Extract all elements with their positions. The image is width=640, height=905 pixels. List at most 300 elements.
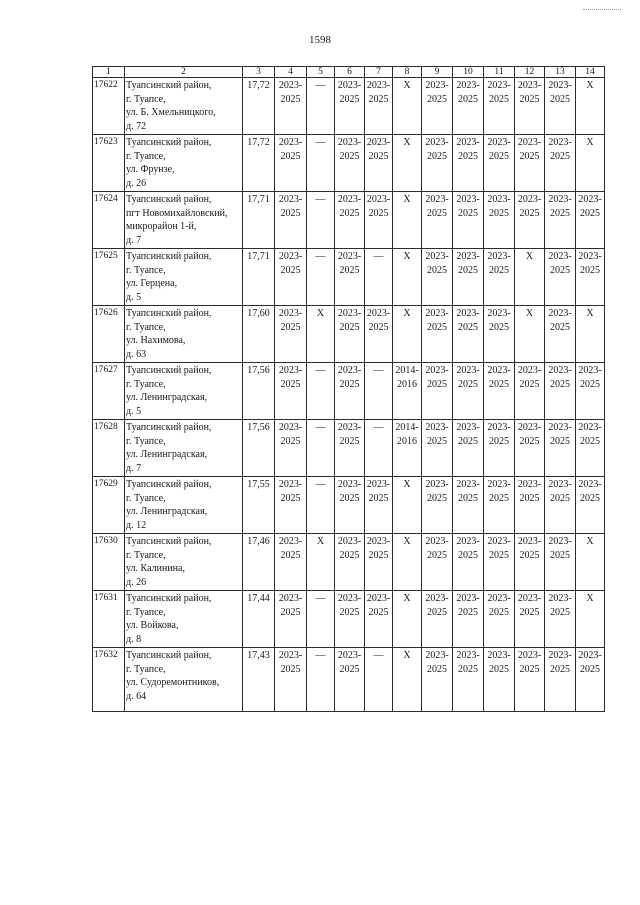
period-cell	[484, 249, 515, 306]
table-row	[93, 477, 605, 534]
period-text: X	[586, 536, 594, 547]
period-text: 2014-	[395, 365, 419, 376]
period-text: 2025	[339, 549, 360, 561]
period-text: 2023-	[548, 251, 572, 262]
period-text: 2023-	[517, 650, 542, 661]
period-cell	[365, 249, 393, 306]
period-cell	[422, 648, 453, 712]
period-text: 2023-	[278, 422, 303, 433]
period-text: 2025	[550, 150, 570, 162]
period-text: 2016	[397, 378, 417, 390]
period-text: 2025	[427, 492, 447, 504]
row-number-cell: 17631	[93, 591, 125, 648]
period-text: 2023-	[456, 194, 480, 205]
period-cell	[545, 249, 576, 306]
period-text: 2025	[339, 378, 360, 390]
period-text: 2025	[368, 321, 389, 333]
period-text: 2023-	[487, 137, 511, 148]
period-cell	[576, 135, 605, 192]
period-cell	[393, 306, 422, 363]
period-cell	[275, 477, 307, 534]
period-cell	[275, 78, 307, 135]
period-cell	[275, 192, 307, 249]
period-cell	[576, 648, 605, 712]
period-text: 2023-	[517, 194, 542, 205]
period-text: 2023-	[278, 251, 303, 262]
address-line: Туапсинский район,	[126, 365, 212, 376]
period-cell	[335, 591, 365, 648]
period-cell	[307, 534, 335, 591]
period-cell	[576, 534, 605, 591]
period-cell	[393, 192, 422, 249]
period-text: 2023-	[425, 479, 449, 490]
period-cell	[275, 249, 307, 306]
period-text: 2025	[427, 150, 447, 162]
period-cell	[422, 420, 453, 477]
period-text: 2025	[550, 492, 570, 504]
period-cell	[484, 648, 515, 712]
period-text: 2023-	[425, 194, 449, 205]
column-number-cell: 10	[453, 67, 484, 78]
value-cell: 17,72	[243, 135, 275, 192]
period-text: 2023-	[278, 365, 303, 376]
address-line: Туапсинский район,	[126, 536, 212, 547]
period-text: 2025	[489, 435, 509, 447]
period-text: 2025	[280, 492, 301, 504]
period-text: 2023-	[337, 308, 362, 319]
period-cell	[422, 363, 453, 420]
period-text: 2025	[458, 378, 478, 390]
period-text: 2025	[280, 549, 301, 561]
value-cell: 17,56	[243, 363, 275, 420]
period-cell	[453, 363, 484, 420]
period-text: 2025	[550, 264, 570, 276]
period-text: 2025	[427, 435, 447, 447]
period-text: 2025	[458, 549, 478, 561]
period-cell	[422, 477, 453, 534]
period-text: 2025	[339, 321, 360, 333]
period-cell	[335, 420, 365, 477]
column-number-cell: 1	[93, 67, 125, 78]
period-text: 2025	[339, 435, 360, 447]
address-line: ул. Герцена,	[126, 278, 178, 289]
period-cell	[307, 135, 335, 192]
period-text: 2025	[519, 150, 540, 162]
period-text: 2025	[427, 663, 447, 675]
period-text: 2023-	[278, 479, 303, 490]
row-number-cell: 17622	[93, 78, 125, 135]
period-text: 2023-	[278, 650, 303, 661]
value-cell: 17,71	[243, 249, 275, 306]
period-text: X	[586, 137, 594, 148]
column-number-cell: 4	[275, 67, 307, 78]
period-text: 2023-	[517, 80, 542, 91]
period-cell	[545, 306, 576, 363]
address-cell	[125, 534, 243, 591]
period-text: 2023-	[337, 650, 362, 661]
address-line: д. 5	[126, 405, 142, 417]
period-cell	[545, 192, 576, 249]
table-row	[93, 363, 605, 420]
period-text: —	[315, 251, 326, 262]
period-cell	[307, 477, 335, 534]
period-cell	[393, 363, 422, 420]
period-cell	[453, 249, 484, 306]
period-text: 2023-	[517, 422, 542, 433]
period-cell	[335, 192, 365, 249]
period-text: 2025	[368, 93, 389, 105]
period-cell	[545, 591, 576, 648]
period-text: 2025	[427, 378, 447, 390]
period-text: 2025	[458, 207, 478, 219]
period-cell	[335, 249, 365, 306]
period-text: 2025	[280, 207, 301, 219]
address-line: д. 26	[126, 576, 147, 588]
address-line: д. 63	[126, 348, 147, 360]
period-text: —	[373, 251, 384, 262]
period-text: 2023-	[456, 650, 480, 661]
period-text: 2025	[519, 606, 540, 618]
period-cell	[365, 135, 393, 192]
period-cell	[422, 135, 453, 192]
period-cell	[365, 591, 393, 648]
address-line: Туапсинский район,	[126, 80, 212, 91]
address-line: ул. Ленинградская,	[126, 392, 208, 403]
period-text: 2023-	[548, 593, 572, 604]
period-text: 2025	[519, 549, 540, 561]
period-text: 2025	[458, 93, 478, 105]
period-text: 2023-	[337, 536, 362, 547]
period-cell	[422, 534, 453, 591]
row-number-cell: 17624	[93, 192, 125, 249]
address-cell	[125, 648, 243, 712]
period-text: 2023-	[578, 422, 602, 433]
period-text: 2023-	[366, 137, 391, 148]
period-text: 2023-	[278, 593, 303, 604]
period-cell	[515, 78, 545, 135]
period-text: 2025	[519, 663, 540, 675]
address-line: г. Туапсе,	[126, 150, 166, 162]
period-text: —	[315, 137, 326, 148]
period-cell	[453, 534, 484, 591]
period-cell	[275, 306, 307, 363]
period-text: 2025	[489, 321, 509, 333]
period-text: —	[315, 650, 326, 661]
row-number-cell: 17629	[93, 477, 125, 534]
period-text: 2025	[280, 93, 301, 105]
address-line: д. 12	[126, 519, 147, 531]
period-cell	[484, 420, 515, 477]
period-cell	[576, 192, 605, 249]
address-line: ул. Нахимова,	[126, 335, 186, 346]
period-text: X	[403, 251, 411, 262]
period-text: 2023-	[425, 365, 449, 376]
period-cell	[515, 648, 545, 712]
period-cell	[422, 591, 453, 648]
period-text: 2023-	[578, 365, 602, 376]
address-line: Туапсинский район,	[126, 479, 212, 490]
period-text: 2025	[280, 321, 301, 333]
period-cell	[453, 135, 484, 192]
period-text: 2025	[280, 378, 301, 390]
period-text: 2023-	[425, 536, 449, 547]
address-cell	[125, 249, 243, 306]
row-number-cell: 17630	[93, 534, 125, 591]
period-cell	[453, 78, 484, 135]
period-text: X	[403, 479, 411, 490]
period-text: 2023-	[487, 536, 511, 547]
period-text: 2023-	[456, 251, 480, 262]
period-text: 2025	[580, 264, 600, 276]
column-number-cell: 12	[515, 67, 545, 78]
period-cell	[515, 306, 545, 363]
period-text: 2023-	[278, 194, 303, 205]
period-text: 2023-	[456, 422, 480, 433]
address-line: ул. Калинина,	[126, 563, 185, 574]
period-text: 2025	[339, 150, 360, 162]
period-cell	[576, 363, 605, 420]
period-cell	[365, 648, 393, 712]
period-text: 2025	[280, 150, 301, 162]
period-text: 2025	[458, 150, 478, 162]
period-text: 2023-	[278, 536, 303, 547]
period-text: —	[373, 650, 384, 661]
period-cell	[484, 363, 515, 420]
column-number-cell: 7	[365, 67, 393, 78]
period-cell	[484, 591, 515, 648]
period-text: 2025	[519, 207, 540, 219]
row-number-cell: 17623	[93, 135, 125, 192]
period-cell	[275, 420, 307, 477]
address-cell	[125, 306, 243, 363]
column-number-cell: 14	[576, 67, 605, 78]
table-row	[93, 306, 605, 363]
table-row	[93, 192, 605, 249]
period-cell	[576, 420, 605, 477]
period-text: X	[403, 650, 411, 661]
page-number: 1598	[309, 34, 331, 46]
period-text: 2023-	[278, 80, 303, 91]
period-text: 2025	[550, 378, 570, 390]
address-line: Туапсинский район,	[126, 251, 212, 262]
period-cell	[335, 306, 365, 363]
period-text: —	[315, 194, 326, 205]
period-text: 2025	[580, 435, 600, 447]
address-cell	[125, 477, 243, 534]
period-cell	[307, 648, 335, 712]
period-text: 2025	[427, 264, 447, 276]
period-cell	[365, 477, 393, 534]
period-text: 2025	[519, 492, 540, 504]
address-cell	[125, 420, 243, 477]
period-cell	[393, 249, 422, 306]
period-text: 2025	[489, 492, 509, 504]
period-text: 2023-	[337, 80, 362, 91]
address-line: Туапсинский район,	[126, 308, 212, 319]
period-cell	[515, 135, 545, 192]
period-text: 2023-	[456, 536, 480, 547]
period-text: 2023-	[487, 593, 511, 604]
period-text: 2023-	[278, 308, 303, 319]
period-text: X	[403, 536, 411, 547]
address-line: ул. Ленинградская,	[126, 449, 208, 460]
address-line: г. Туапсе,	[126, 321, 166, 333]
period-text: X	[403, 80, 411, 91]
period-cell	[275, 363, 307, 420]
period-text: 2023-	[456, 479, 480, 490]
period-cell	[307, 306, 335, 363]
address-line: микрорайон 1-й,	[126, 221, 197, 232]
period-cell	[307, 192, 335, 249]
address-line: д. 8	[126, 633, 142, 645]
period-text: X	[586, 80, 594, 91]
period-text: 2023-	[548, 365, 572, 376]
period-text: 2016	[397, 435, 417, 447]
period-text: 2023-	[578, 194, 602, 205]
address-line: Туапсинский район,	[126, 422, 212, 433]
row-number-cell: 17625	[93, 249, 125, 306]
address-line: ул. Судоремонтников,	[126, 677, 220, 688]
period-text: 2025	[519, 378, 540, 390]
period-cell	[422, 192, 453, 249]
period-cell	[365, 78, 393, 135]
period-text: 2023-	[487, 422, 511, 433]
period-text: 2025	[280, 435, 301, 447]
period-text: 2025	[489, 606, 509, 618]
address-line: ул. Фрунзе,	[126, 164, 175, 175]
period-cell	[545, 648, 576, 712]
period-text: 2023-	[517, 137, 542, 148]
period-text: 2023-	[578, 650, 602, 661]
period-text: 2023-	[337, 137, 362, 148]
address-line: ул. Ленинградская,	[126, 506, 208, 517]
value-cell: 17,60	[243, 306, 275, 363]
address-cell	[125, 135, 243, 192]
table-row	[93, 420, 605, 477]
period-text: 2023-	[578, 479, 602, 490]
table-row	[93, 648, 605, 712]
period-text: 2023-	[425, 593, 449, 604]
period-text: —	[373, 365, 384, 376]
period-text: 2023-	[517, 536, 542, 547]
period-text: 2023-	[548, 194, 572, 205]
row-number-cell: 17632	[93, 648, 125, 712]
period-text: 2023-	[337, 422, 362, 433]
address-line: д. 7	[126, 462, 142, 474]
period-text: 2025	[550, 93, 570, 105]
value-cell: 17,44	[243, 591, 275, 648]
period-text: 2025	[458, 663, 478, 675]
period-cell	[576, 249, 605, 306]
period-cell	[453, 477, 484, 534]
period-cell	[365, 306, 393, 363]
period-text: 2023-	[456, 80, 480, 91]
period-text: 2023-	[425, 80, 449, 91]
period-text: 2025	[489, 378, 509, 390]
period-text: 2025	[489, 93, 509, 105]
column-number-cell: 3	[243, 67, 275, 78]
period-text: 2025	[368, 150, 389, 162]
period-text: 2025	[368, 606, 389, 618]
period-text: 2025	[580, 492, 600, 504]
period-text: 2023-	[366, 194, 391, 205]
period-cell	[545, 78, 576, 135]
period-text: 2023-	[548, 137, 572, 148]
period-text: 2023-	[425, 650, 449, 661]
period-text: 2025	[339, 606, 360, 618]
address-cell	[125, 363, 243, 420]
period-text: —	[373, 422, 384, 433]
period-text: 2025	[339, 663, 360, 675]
table-row	[93, 534, 605, 591]
address-line: пгт Новомихайловский,	[126, 207, 228, 219]
period-text: —	[315, 422, 326, 433]
period-text: 2023-	[517, 593, 542, 604]
period-text: 2025	[580, 378, 600, 390]
period-text: X	[316, 536, 325, 547]
period-text: 2023-	[487, 479, 511, 490]
period-text: 2023-	[366, 536, 391, 547]
period-text: X	[403, 137, 411, 148]
period-text: 2023-	[517, 479, 542, 490]
period-text: 2023-	[425, 308, 449, 319]
row-number-cell: 17628	[93, 420, 125, 477]
period-cell	[576, 591, 605, 648]
table-row	[93, 78, 605, 135]
period-text: 2025	[368, 207, 389, 219]
period-text: 2025	[427, 207, 447, 219]
period-cell	[393, 420, 422, 477]
period-cell	[515, 192, 545, 249]
period-text: 2023-	[337, 251, 362, 262]
period-cell	[307, 249, 335, 306]
address-line: г. Туапсе,	[126, 492, 166, 504]
column-number-cell: 6	[335, 67, 365, 78]
address-line: г. Туапсе,	[126, 378, 166, 390]
period-cell	[275, 648, 307, 712]
period-text: 2023-	[548, 80, 572, 91]
table-row	[93, 591, 605, 648]
period-cell	[275, 534, 307, 591]
address-line: д. 64	[126, 690, 147, 702]
period-text: 2023-	[366, 308, 391, 319]
period-text: 2025	[339, 207, 360, 219]
period-text: 2025	[550, 207, 570, 219]
period-text: 2025	[580, 207, 600, 219]
period-cell	[365, 192, 393, 249]
period-text: 2023-	[487, 194, 511, 205]
address-line: Туапсинский район,	[126, 593, 212, 604]
period-cell	[453, 591, 484, 648]
period-text: 2025	[280, 663, 301, 675]
period-text: X	[586, 308, 594, 319]
period-text: 2023-	[487, 80, 511, 91]
period-cell	[484, 306, 515, 363]
period-cell	[335, 78, 365, 135]
period-cell	[393, 135, 422, 192]
value-cell: 17,56	[243, 420, 275, 477]
period-text: X	[586, 593, 594, 604]
period-text: 2025	[339, 264, 360, 276]
period-text: 2025	[458, 492, 478, 504]
period-cell	[515, 420, 545, 477]
period-cell	[365, 534, 393, 591]
column-number-cell: 13	[545, 67, 576, 78]
period-cell	[335, 648, 365, 712]
period-cell	[307, 420, 335, 477]
period-cell	[335, 534, 365, 591]
period-text: 2025	[519, 435, 540, 447]
